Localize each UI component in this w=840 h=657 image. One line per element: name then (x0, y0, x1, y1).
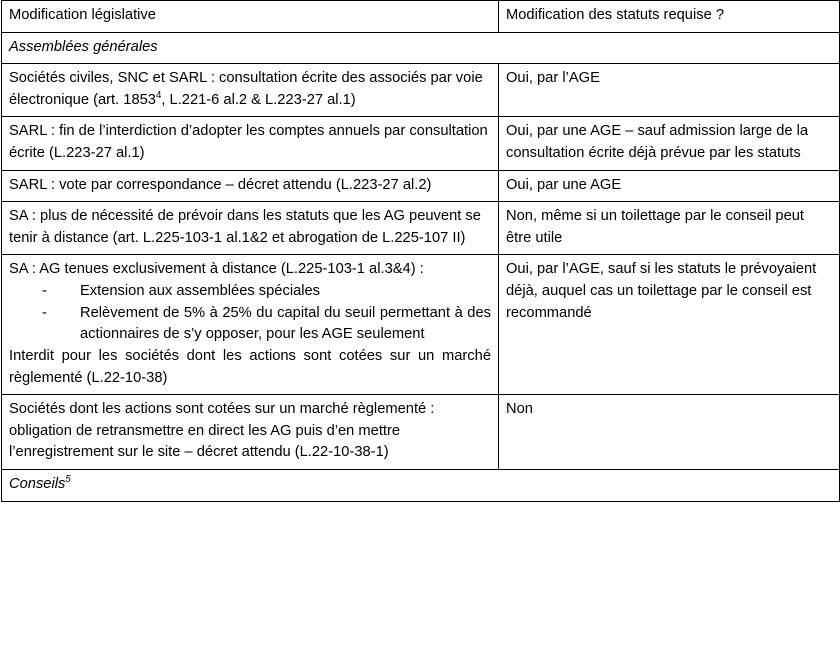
footnote-marker-4: 4 (155, 89, 162, 101)
cell-modification-statuts: Oui, par l’AGE (499, 64, 840, 117)
section-label-assemblees-generales (2, 32, 840, 64)
table-row (2, 64, 840, 117)
cell-text-part1: Sociétés civiles, SNC et SARL : consultation écrite des associés par voie électronique (art. 1853 (9, 70, 483, 108)
table-row (2, 395, 840, 470)
section-label-conseils (2, 469, 840, 501)
section-row-conseils (2, 469, 840, 501)
cell-modification-legislative (2, 64, 499, 117)
cell-modification-statuts: Non, même si un toilettage par le conseil peut être utile (499, 202, 840, 255)
cell-intro-text: SA : AG tenues exclusivement à distance (L.225-103-1 al.3&4) : (9, 261, 424, 278)
section-row-assemblees-generales (2, 32, 840, 64)
cell-trailing-text: Interdit pour les sociétés dont les actions sont cotées sur un marché règlementé (L.22-10-38) (9, 347, 491, 386)
table-row (2, 170, 840, 202)
cell-modification-legislative: SARL : vote par correspondance – décret attendu (L.223-27 al.2) (2, 170, 499, 202)
footnote-marker-5: 5 (65, 474, 71, 486)
table-row (2, 117, 840, 170)
table-header-row (2, 1, 840, 33)
column-header-modification-statuts: Modification des statuts requise ? (499, 1, 840, 33)
bullet-list (9, 281, 491, 346)
cell-modification-statuts: Oui, par une AGE – sauf admission large de la consultation écrite déjà prévue par les statuts (499, 117, 840, 170)
cell-modification-legislative: SA : plus de nécessité de prévoir dans les statuts que les AG peuvent se tenir à distance (art. L.225-103-1 al.1&2 et abrogation de L.225-107 II) (2, 202, 499, 255)
cell-modification-legislative: SARL : fin de l’interdiction d’adopter les comptes annuels par consultation écrite (L.223-27 al.1) (2, 117, 499, 170)
list-item: - Relèvement de 5% à 25% du capital du seuil permettant à des actionnaires de s’y opposer, pour les AGE seulement (9, 303, 491, 346)
section-label-text: Assemblées générales (9, 38, 158, 55)
table-row (2, 255, 840, 395)
cell-modification-statuts: Oui, par une AGE (499, 170, 840, 202)
cell-modification-legislative: Sociétés dont les actions sont cotées sur un marché règlementé : obligation de retransmettre en direct les AG puis d’en mettre l’enregistrement sur le site – décret attendu (L.22-10-38-1) (2, 395, 499, 470)
cell-modification-statuts: Non (499, 395, 840, 470)
cell-modification-statuts: Oui, par l’AGE, sauf si les statuts le prévoyaient déjà, auquel cas un toilettage par le conseil est recommandé (499, 255, 840, 395)
cell-text-part2: , L.221-6 al.2 & L.223-27 al.1) (161, 91, 356, 108)
column-header-modification-legislative: Modification législative (2, 1, 499, 33)
section-label-text: Conseils (9, 475, 66, 492)
list-item: - Extension aux assemblées spéciales (9, 281, 491, 303)
table-row (2, 202, 840, 255)
cell-modification-legislative (2, 255, 499, 395)
legislative-modifications-table (1, 0, 840, 502)
